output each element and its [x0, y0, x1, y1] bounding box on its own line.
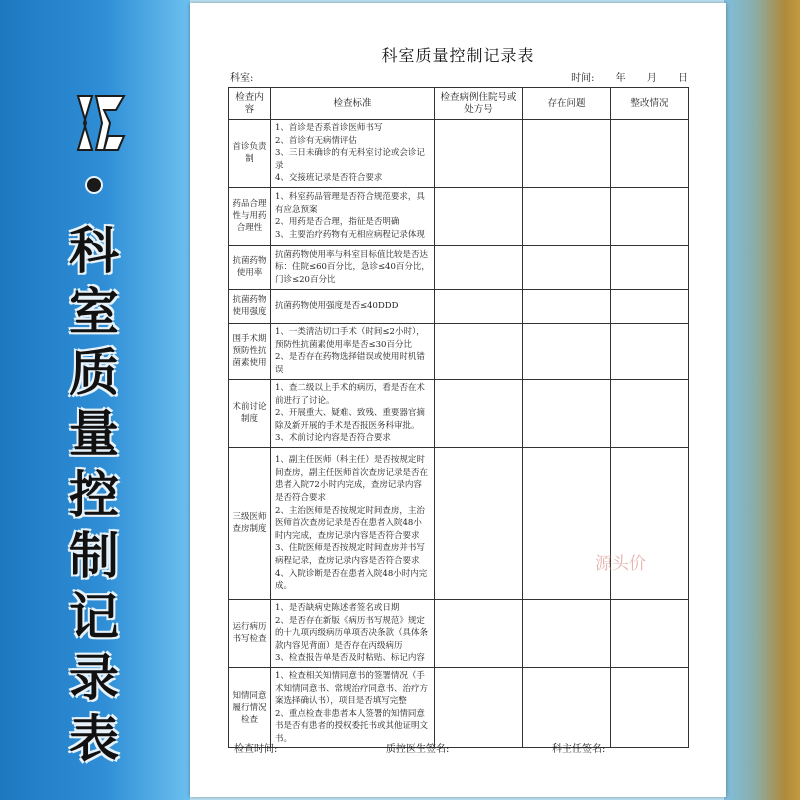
- date-label: 时间: 年 月 日: [571, 73, 688, 84]
- table-row: [229, 379, 689, 447]
- issue-cell[interactable]: [523, 447, 611, 599]
- column-header: 整改情况: [611, 88, 689, 120]
- standard-cell: 抗菌药物使用强度是否≤40DDD: [271, 289, 435, 323]
- category-cell: 运行病历书写检查: [229, 599, 271, 667]
- brand-logo-icon: [72, 92, 130, 154]
- issue-cell[interactable]: [523, 187, 611, 245]
- column-header: 检查标准: [271, 88, 435, 120]
- standard-cell: 1、是否缺病史陈述者签名或日期 2、是否存在新版《病历书写规范》规定的十九项丙级病历单项否决条款（具体条款内容见背面）是否存在丙级病历 3、检查报告单是否及时粘贴、标记内容: [271, 599, 435, 667]
- case-number-cell[interactable]: [435, 289, 523, 323]
- case-number-cell[interactable]: [435, 323, 523, 379]
- qc-doctor-signature-label: 质控医生签名:: [386, 744, 450, 755]
- table-row: [229, 667, 689, 748]
- issue-cell[interactable]: [523, 323, 611, 379]
- form-header-row: [230, 69, 688, 85]
- standard-cell: 1、科室药品管理是否符合规范要求，具有应急预案 2、用药是否合理，指征是否明确 3、主要治疗药物有无相应病程记录体现: [271, 187, 435, 245]
- title-char: 科: [69, 221, 119, 280]
- case-number-cell[interactable]: [435, 667, 523, 748]
- issue-cell[interactable]: [523, 245, 611, 289]
- rectification-cell[interactable]: [611, 599, 689, 667]
- table-row: [229, 187, 689, 245]
- rectification-cell[interactable]: [611, 379, 689, 447]
- rectification-cell[interactable]: [611, 120, 689, 188]
- issue-cell[interactable]: [523, 379, 611, 447]
- category-cell: 药品合理性与用药合理性: [229, 187, 271, 245]
- title-char: 质: [69, 343, 119, 402]
- case-number-cell[interactable]: [435, 245, 523, 289]
- rectification-cell[interactable]: [611, 289, 689, 323]
- issue-cell[interactable]: [523, 120, 611, 188]
- title-char: 表: [69, 709, 119, 768]
- title-char: 录: [69, 648, 119, 707]
- standard-cell: 1、副主任医师（科主任）是否按规定时间查房，副主任医师首次查房记录是否在患者入院72小时内完成，查房记录内容是否符合要求 2、主治医师是否按规定时间查房，主治医师首次查房记录是否在患者入院48小时内完成，查房记录内容是否符合要求 3、住院医师是否按规定时间查房并书写病程记录，查房记录内容是否符合要求 4、入院诊断是否在患者入院48小时内完成。: [271, 447, 435, 599]
- title-char: 量: [69, 404, 119, 463]
- table-row: [229, 120, 689, 188]
- standard-cell: 1、查二级以上手术的病历，看是否在术前进行了讨论。 2、开展重大、疑难、致残、重要器官摘除及新开展的手术是否报医务科审批。 3、术前讨论内容是否符合要求: [271, 379, 435, 447]
- case-number-cell[interactable]: [435, 447, 523, 599]
- standard-cell: 抗菌药物使用率与科室目标值比较是否达标：住院≤60百分比，急诊≤40百分比，门诊≤20百分比: [271, 245, 435, 289]
- title-char: 制: [69, 526, 119, 585]
- issue-cell[interactable]: [523, 667, 611, 748]
- category-cell: 抗菌药物使用强度: [229, 289, 271, 323]
- vertical-title: [64, 178, 124, 769]
- watermark-text: 源头价: [595, 554, 646, 574]
- table-header-row: [229, 88, 689, 120]
- category-cell: 术前讨论制度: [229, 379, 271, 447]
- column-header: 存在问题: [523, 88, 611, 120]
- rectification-cell[interactable]: [611, 447, 689, 599]
- rectification-cell[interactable]: [611, 323, 689, 379]
- category-cell: 知情同意履行情况检查: [229, 667, 271, 748]
- title-char: 控: [69, 465, 119, 524]
- director-signature-label: 科主任签名:: [552, 744, 606, 755]
- department-label: 科室:: [230, 73, 254, 84]
- form-paper: [190, 3, 726, 797]
- case-number-cell[interactable]: [435, 187, 523, 245]
- case-number-cell[interactable]: [435, 379, 523, 447]
- column-header: 检查病例住院号或处方号: [435, 88, 523, 120]
- category-cell: 围手术期预防性抗菌素使用: [229, 323, 271, 379]
- issue-cell[interactable]: [523, 599, 611, 667]
- standard-cell: 1、检查相关知情同意书的签署情况（手术知情同意书、常规治疗同意书、治疗方案选择确认书），项目是否填写完整 2、重点检查非患者本人签署的知情同意书是否有患者的授权委托书或其他证明文书。: [271, 667, 435, 748]
- table-row: [229, 245, 689, 289]
- check-time-label: 检查时间:: [234, 744, 278, 755]
- standard-cell: 1、一类清洁切口手术（时间≤2小时），预防性抗菌素使用率是否≤30百分比 2、是否存在药物选择错误或使用时机错误: [271, 323, 435, 379]
- table-row: [229, 599, 689, 667]
- table-row: [229, 289, 689, 323]
- standard-cell: 1、首诊是否系首诊医师书写 2、首诊有无病情评估 3、三日未确诊的有无科室讨论或会诊记录 4、交接班记录是否符合要求: [271, 120, 435, 188]
- rectification-cell[interactable]: [611, 667, 689, 748]
- category-cell: 首诊负责制: [229, 120, 271, 188]
- qc-table: [228, 87, 689, 748]
- document-title: 科室质量控制记录表: [381, 46, 535, 65]
- issue-cell[interactable]: [523, 289, 611, 323]
- category-cell: 三级医师查房制度: [229, 447, 271, 599]
- title-char: 记: [69, 587, 119, 646]
- table-row: [229, 447, 689, 599]
- case-number-cell[interactable]: [435, 599, 523, 667]
- signature-row: [234, 740, 686, 756]
- case-number-cell[interactable]: [435, 120, 523, 188]
- rectification-cell[interactable]: [611, 245, 689, 289]
- category-cell: 抗菌药物使用率: [229, 245, 271, 289]
- right-decor-strip: [724, 0, 800, 800]
- bullet-dot: [87, 178, 101, 192]
- column-header: 检查内容: [229, 88, 271, 120]
- rectification-cell[interactable]: [611, 187, 689, 245]
- table-row: [229, 323, 689, 379]
- title-char: 室: [69, 282, 119, 341]
